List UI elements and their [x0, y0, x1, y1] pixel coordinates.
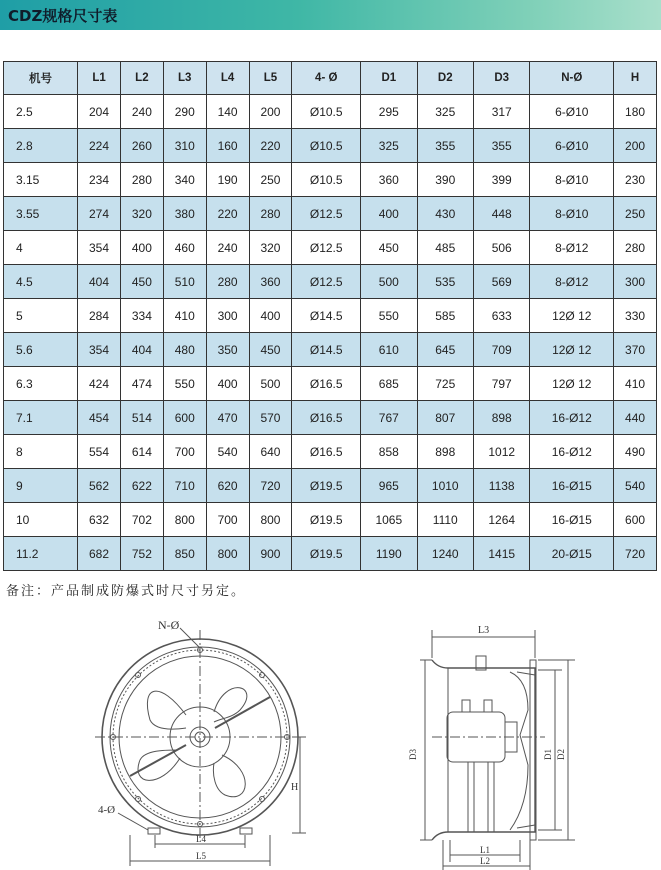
table-row [4, 333, 657, 367]
table-cell: Ø19.5 [292, 503, 361, 537]
table-cell: 234 [78, 163, 121, 197]
table-cell: 16-Ø12 [530, 435, 614, 469]
table-cell: Ø12.5 [292, 265, 361, 299]
table-cell: 620 [206, 469, 249, 503]
table-cell: 260 [120, 129, 163, 163]
table-cell: 535 [417, 265, 473, 299]
footnote: 备注：产品制成防爆式时尺寸另定。 [6, 584, 247, 599]
table-cell: 8-Ø10 [530, 163, 614, 197]
table-cell: 440 [614, 401, 657, 435]
table-cell: 280 [249, 197, 292, 231]
table-cell: 720 [614, 537, 657, 571]
table-cell: 380 [163, 197, 206, 231]
table-cell: 16-Ø12 [530, 401, 614, 435]
table-cell: 700 [163, 435, 206, 469]
table-cell: 500 [361, 265, 417, 299]
table-cell: 8-Ø12 [530, 231, 614, 265]
table-cell: Ø16.5 [292, 435, 361, 469]
table-cell: Ø10.5 [292, 163, 361, 197]
table-cell: 800 [249, 503, 292, 537]
label-4-phi: 4-Ø [98, 804, 116, 816]
table-row [4, 503, 657, 537]
table-cell: 390 [417, 163, 473, 197]
table-cell: 240 [120, 95, 163, 129]
label-l2: L2 [480, 856, 490, 866]
table-cell: 400 [249, 299, 292, 333]
table-cell: Ø10.5 [292, 95, 361, 129]
table-cell: Ø16.5 [292, 401, 361, 435]
table-cell: 410 [163, 299, 206, 333]
table-cell: 12Ø 12 [530, 367, 614, 401]
table-cell: 490 [614, 435, 657, 469]
table-cell: 1010 [417, 469, 473, 503]
table-cell: 300 [206, 299, 249, 333]
table-cell: 1110 [417, 503, 473, 537]
label-d1: D1 [543, 749, 553, 760]
table-cell: 360 [249, 265, 292, 299]
table-cell: 506 [473, 231, 529, 265]
table-cell: 284 [78, 299, 121, 333]
column-header: L5 [249, 62, 292, 95]
table-cell: 632 [78, 503, 121, 537]
column-header: L1 [78, 62, 121, 95]
table-cell: 7.1 [4, 401, 78, 435]
table-cell: 480 [163, 333, 206, 367]
table-cell: 720 [249, 469, 292, 503]
table-cell: 633 [473, 299, 529, 333]
table-cell: 800 [206, 537, 249, 571]
table-row [4, 265, 657, 299]
table-cell: 797 [473, 367, 529, 401]
table-cell: 710 [163, 469, 206, 503]
table-cell: 5.6 [4, 333, 78, 367]
table-cell: 274 [78, 197, 121, 231]
label-l3: L3 [478, 625, 490, 636]
table-cell: 610 [361, 333, 417, 367]
table-cell: 500 [249, 367, 292, 401]
table-row [4, 129, 657, 163]
table-cell: 900 [249, 537, 292, 571]
table-cell: 12Ø 12 [530, 299, 614, 333]
table-cell: 898 [417, 435, 473, 469]
table-cell: 399 [473, 163, 529, 197]
table-cell: 220 [249, 129, 292, 163]
table-cell: 1240 [417, 537, 473, 571]
table-cell: 700 [206, 503, 249, 537]
table-cell: 11.2 [4, 537, 78, 571]
table-row [4, 537, 657, 571]
table-cell: 3.15 [4, 163, 78, 197]
table-row [4, 197, 657, 231]
table-row [4, 231, 657, 265]
table-cell: 400 [361, 197, 417, 231]
table-cell: 3.55 [4, 197, 78, 231]
table-row [4, 401, 657, 435]
table-cell: 800 [163, 503, 206, 537]
table-cell: 6.3 [4, 367, 78, 401]
table-cell: 1190 [361, 537, 417, 571]
table-cell: 310 [163, 129, 206, 163]
label-d3: D3 [408, 749, 418, 760]
table-cell: 614 [120, 435, 163, 469]
table-cell: 640 [249, 435, 292, 469]
table-row [4, 435, 657, 469]
table-cell: 450 [120, 265, 163, 299]
table-cell: 6-Ø10 [530, 129, 614, 163]
table-cell: 204 [78, 95, 121, 129]
table-cell: 140 [206, 95, 249, 129]
table-cell: 320 [249, 231, 292, 265]
column-header: D3 [473, 62, 529, 95]
table-cell: 200 [249, 95, 292, 129]
table-cell: 1138 [473, 469, 529, 503]
table-cell: 540 [206, 435, 249, 469]
column-header: L3 [163, 62, 206, 95]
table-cell: 514 [120, 401, 163, 435]
table-cell: 600 [614, 503, 657, 537]
table-cell: 1065 [361, 503, 417, 537]
table-cell: 224 [78, 129, 121, 163]
table-cell: 350 [206, 333, 249, 367]
table-row [4, 299, 657, 333]
table-cell: 320 [120, 197, 163, 231]
table-cell: 240 [206, 231, 249, 265]
table-cell: 430 [417, 197, 473, 231]
page-title: CDZ规格尺寸表 [8, 7, 118, 25]
table-cell: 220 [206, 197, 249, 231]
table-cell: Ø12.5 [292, 231, 361, 265]
table-cell: 295 [361, 95, 417, 129]
table-cell: 898 [473, 401, 529, 435]
label-h: H [291, 782, 299, 793]
table-cell: 280 [120, 163, 163, 197]
table-cell: 354 [78, 231, 121, 265]
table-cell: 474 [120, 367, 163, 401]
column-header: D1 [361, 62, 417, 95]
table-cell: 230 [614, 163, 657, 197]
table-cell: 448 [473, 197, 529, 231]
table-cell: 355 [417, 129, 473, 163]
table-cell: 250 [249, 163, 292, 197]
label-l5: L5 [196, 851, 206, 861]
label-d2: D2 [556, 749, 566, 760]
table-cell: 600 [163, 401, 206, 435]
column-header: D2 [417, 62, 473, 95]
table-cell: 562 [78, 469, 121, 503]
table-cell: 570 [249, 401, 292, 435]
table-cell: 424 [78, 367, 121, 401]
table-cell: 330 [614, 299, 657, 333]
table-cell: 10 [4, 503, 78, 537]
table-cell: 404 [78, 265, 121, 299]
table-cell: 317 [473, 95, 529, 129]
table-cell: 752 [120, 537, 163, 571]
column-header: L2 [120, 62, 163, 95]
table-cell: 460 [163, 231, 206, 265]
table-cell: 400 [206, 367, 249, 401]
table-row [4, 163, 657, 197]
table-cell: 180 [614, 95, 657, 129]
table-cell: 20-Ø15 [530, 537, 614, 571]
table-cell: 12Ø 12 [530, 333, 614, 367]
table-cell: 334 [120, 299, 163, 333]
table-body [4, 95, 657, 571]
table-cell: 554 [78, 435, 121, 469]
table-cell: 569 [473, 265, 529, 299]
column-header: L4 [206, 62, 249, 95]
table-cell: Ø14.5 [292, 299, 361, 333]
table-cell: Ø12.5 [292, 197, 361, 231]
table-cell: Ø10.5 [292, 129, 361, 163]
table-cell: 485 [417, 231, 473, 265]
table-cell: 355 [473, 129, 529, 163]
table-cell: 8-Ø10 [530, 197, 614, 231]
table-cell: 6-Ø10 [530, 95, 614, 129]
table-cell: 9 [4, 469, 78, 503]
table-cell: 540 [614, 469, 657, 503]
table-row [4, 95, 657, 129]
table-cell: 8-Ø12 [530, 265, 614, 299]
table-cell: 160 [206, 129, 249, 163]
table-cell: 1415 [473, 537, 529, 571]
table-cell: 510 [163, 265, 206, 299]
table-cell: 450 [361, 231, 417, 265]
table-cell: Ø16.5 [292, 367, 361, 401]
table-cell: 807 [417, 401, 473, 435]
table-cell: 645 [417, 333, 473, 367]
table-cell: 1264 [473, 503, 529, 537]
table-cell: 450 [249, 333, 292, 367]
table-cell: 16-Ø15 [530, 503, 614, 537]
table-row [4, 469, 657, 503]
column-header: 4- Ø [292, 62, 361, 95]
table-cell: 1012 [473, 435, 529, 469]
table-cell: 550 [361, 299, 417, 333]
table-cell: 400 [120, 231, 163, 265]
table-cell: 454 [78, 401, 121, 435]
front-view-drawing [95, 628, 306, 866]
column-header: 机号 [4, 62, 78, 95]
column-header: N-Ø [530, 62, 614, 95]
table-cell: 410 [614, 367, 657, 401]
table-cell: 340 [163, 163, 206, 197]
table-cell: 290 [163, 95, 206, 129]
table-cell: 370 [614, 333, 657, 367]
table-cell: 858 [361, 435, 417, 469]
table-cell: 709 [473, 333, 529, 367]
table-cell: 280 [614, 231, 657, 265]
table-cell: 725 [417, 367, 473, 401]
table-cell: 682 [78, 537, 121, 571]
table-cell: Ø19.5 [292, 469, 361, 503]
label-l4: L4 [196, 834, 206, 844]
table-cell: Ø19.5 [292, 537, 361, 571]
table-header-row [4, 62, 657, 95]
table-cell: 470 [206, 401, 249, 435]
label-l1: L1 [480, 845, 490, 855]
table-cell: 16-Ø15 [530, 469, 614, 503]
table-cell: 354 [78, 333, 121, 367]
table-cell: Ø14.5 [292, 333, 361, 367]
table-cell: 250 [614, 197, 657, 231]
dimension-drawings [0, 600, 661, 870]
table-cell: 4 [4, 231, 78, 265]
table-cell: 280 [206, 265, 249, 299]
table-cell: 850 [163, 537, 206, 571]
table-cell: 200 [614, 129, 657, 163]
table-cell: 2.5 [4, 95, 78, 129]
table-cell: 4.5 [4, 265, 78, 299]
table-cell: 685 [361, 367, 417, 401]
table-cell: 585 [417, 299, 473, 333]
table-cell: 300 [614, 265, 657, 299]
label-n-phi: N-Ø [158, 618, 180, 632]
table-cell: 622 [120, 469, 163, 503]
table-cell: 190 [206, 163, 249, 197]
table-cell: 5 [4, 299, 78, 333]
table-cell: 404 [120, 333, 163, 367]
table-cell: 8 [4, 435, 78, 469]
table-cell: 360 [361, 163, 417, 197]
table-cell: 702 [120, 503, 163, 537]
column-header: H [614, 62, 657, 95]
front-view-labels [98, 618, 298, 861]
table-cell: 767 [361, 401, 417, 435]
table-cell: 325 [417, 95, 473, 129]
table-cell: 2.8 [4, 129, 78, 163]
spec-table [3, 61, 657, 571]
table-cell: 550 [163, 367, 206, 401]
table-cell: 965 [361, 469, 417, 503]
header-bar [0, 0, 661, 30]
table-cell: 325 [361, 129, 417, 163]
table-row [4, 367, 657, 401]
